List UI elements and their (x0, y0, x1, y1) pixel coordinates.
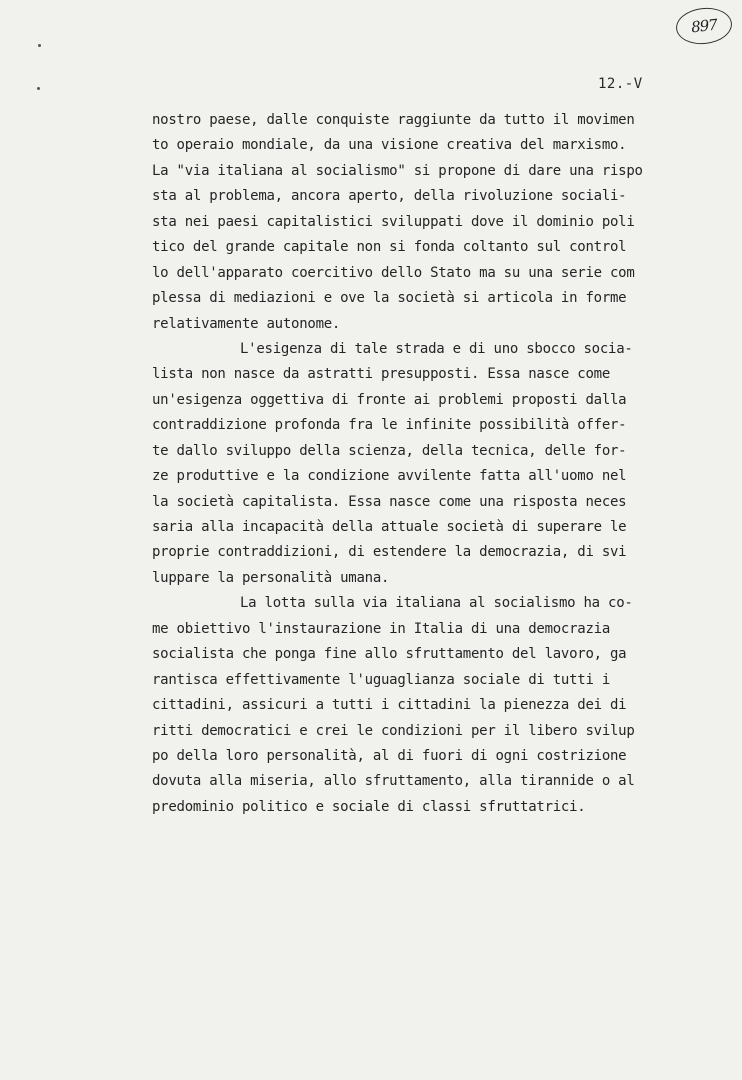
text-line: me obiettivo l'instaurazione in Italia di una democrazia (152, 620, 611, 637)
text-line: nostro paese, dalle conquiste raggiunte da tutto il movimen (152, 112, 635, 128)
margin-speck (38, 44, 41, 47)
text-line: La "via italiana al socialismo" si propone di dare una rispo (152, 162, 643, 179)
text-line: la società capitalista. Essa nasce come una risposta neces (152, 493, 627, 510)
text-line: cittadini, assicuri a tutti i cittadini la pienezza dei di (152, 697, 627, 714)
text-line: socialista che ponga fine allo sfruttamento del lavoro, ga (152, 646, 627, 663)
text-line: proprie contraddizioni, di estendere la democrazia, di svi (152, 544, 627, 561)
text-line: po della loro personalità, al di fuori di ogni costrizione (152, 747, 627, 764)
text-line: sta al problema, ancora aperto, della rivoluzione sociali- (152, 188, 627, 205)
text-line: plessa di mediazioni e ove la società si articola in forme (152, 290, 627, 307)
margin-speck (37, 87, 40, 90)
text-line: lista non nasce da astratti presupposti. Essa nasce come (152, 366, 611, 383)
text-line: dovuta alla miseria, allo sfruttamento, alla tirannide o al (152, 773, 635, 790)
text-line: predominio politico e sociale di classi sfruttatrici. (152, 798, 586, 815)
text-line: L'esigenza di tale strada e di uno sbocco socia- (240, 340, 633, 357)
text-line: lo dell'apparato coercitivo dello Stato ma su una serie com (152, 264, 635, 281)
text-line: saria alla incapacità della attuale società di superare le (152, 519, 627, 535)
text-line: luppare la personalità umana. (152, 569, 390, 586)
text-line: te dallo sviluppo della scienza, della tecnica, delle for- (152, 442, 627, 459)
text-line: ritti democratici e crei le condizioni per il libero svilup (152, 722, 635, 739)
archive-number-stamp (674, 5, 733, 47)
text-line: un'esigenza oggettiva di fronte ai problemi proposti dalla (152, 391, 627, 408)
text-line: rantisca effettivamente l'uguaglianza sociale di tutti i (152, 671, 611, 688)
stamp-number: 897 (690, 15, 718, 37)
text-line: to operaio mondiale, da una visione creativa del marxismo. (152, 137, 627, 154)
text-line: sta nei paesi capitalistici sviluppati dove il dominio poli (152, 213, 635, 230)
text-line: La lotta sulla via italiana al socialismo ha co- (240, 595, 633, 612)
text-line: relativamente autonome. (152, 315, 341, 332)
text-line: ze produttive e la condizione avvilente fatta all'uomo nel (152, 468, 627, 485)
text-line: tico del grande capitale non si fonda coltanto sul control (152, 239, 627, 256)
text-line: contraddizione profonda fra le infinite possibilità offer- (152, 417, 627, 434)
page-number: 12.-V (598, 76, 643, 92)
body-text (152, 108, 712, 820)
